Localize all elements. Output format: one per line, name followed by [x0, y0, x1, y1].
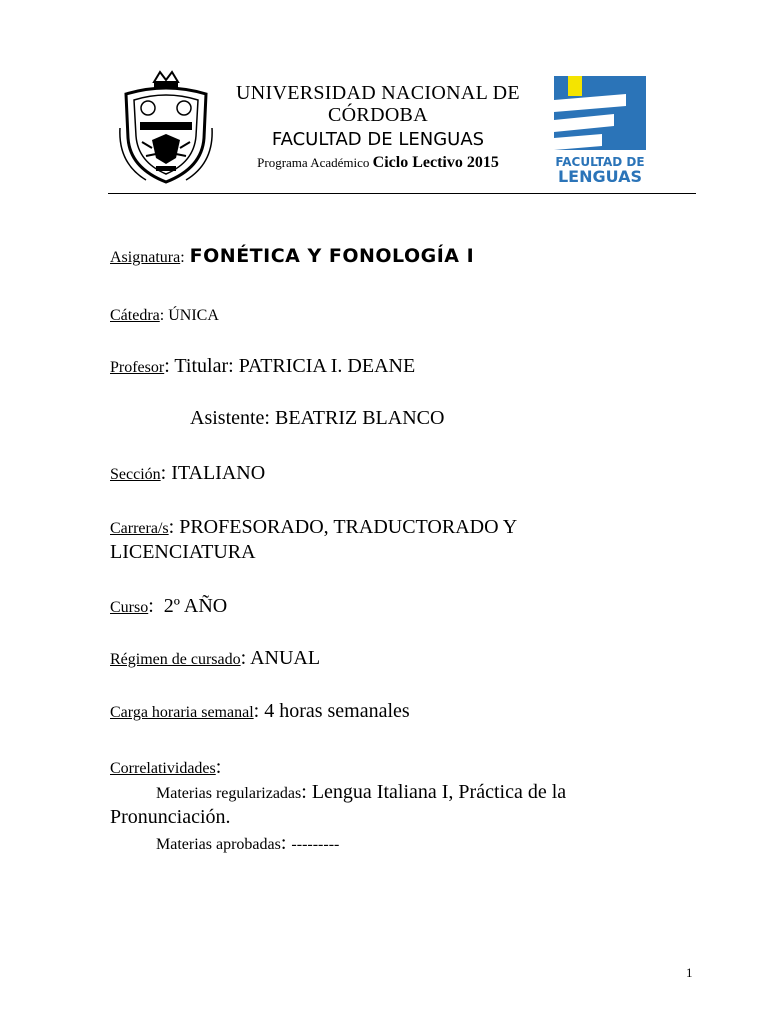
program-prefix: Programa Académico [257, 155, 370, 170]
page-number: 1 [686, 965, 693, 980]
aprobadas-value: --------- [291, 836, 340, 853]
carrera-row-continued [110, 540, 256, 564]
logo-text-line1: FACULTAD DE [555, 155, 645, 169]
catedra-value: ÚNICA [168, 307, 219, 324]
seccion-row: Sección: ITALIANO [110, 462, 266, 484]
document-header [108, 64, 696, 194]
regularizadas-row: Materias regularizadas: Lengua Italiana I, Práctica de la [156, 781, 567, 803]
carrera-value-line2: LICENCIATURA [110, 541, 256, 563]
catedra-row: Cátedra: ÚNICA [110, 307, 219, 324]
facultad-de-lenguas-logo-icon [554, 76, 646, 186]
carrera-row: Carrera/s: PROFESORADO, TRADUCTORADO Y [110, 516, 518, 538]
regimen-label: Régimen de cursado [110, 651, 241, 668]
regularizadas-label: Materias regularizadas [156, 785, 302, 802]
curso-label: Curso [110, 599, 149, 616]
aprobadas-row: Materias aprobadas: --------- [156, 832, 340, 854]
profesor-label: Profesor [110, 359, 165, 376]
header-divider [108, 193, 696, 194]
university-seal-icon [116, 68, 216, 186]
logo-text-line2: LENGUAS [557, 167, 643, 186]
program-line [218, 152, 538, 174]
profesor-row: Profesor: Titular: PATRICIA I. DEANE [110, 355, 416, 377]
carrera-label: Carrera/s [110, 520, 169, 537]
catedra-label: Cátedra [110, 307, 160, 324]
asistente-value: Asistente: BEATRIZ BLANCO [190, 407, 445, 429]
carga-value: 4 horas semanales [264, 700, 410, 722]
seccion-value: ITALIANO [171, 462, 266, 484]
aprobadas-label: Materias aprobadas [156, 836, 281, 853]
faculty-name: FACULTAD DE LENGUAS [271, 129, 485, 150]
carga-row: Carga horaria semanal: 4 horas semanales [110, 700, 410, 722]
carga-label: Carga horaria semanal [110, 704, 254, 721]
header-text-block [218, 82, 538, 174]
university-name: UNIVERSIDAD NACIONAL DE CÓRDOBA [236, 82, 520, 126]
program-year: Ciclo Lectivo 2015 [372, 154, 499, 171]
seccion-label: Sección [110, 466, 161, 483]
asignatura-row: Asignatura: FONÉTICA Y FONOLOGÍA I [110, 245, 475, 267]
correlatividades-label: Correlatividades [110, 760, 216, 777]
curso-value: 2º AÑO [163, 595, 228, 617]
titular-value: Titular: PATRICIA I. DEANE [174, 355, 416, 377]
correlatividades-row: Correlatividades: [110, 756, 222, 778]
asistente-row [190, 406, 444, 430]
regimen-row: Régimen de cursado: ANUAL [110, 647, 321, 669]
asignatura-label: Asignatura [110, 249, 181, 266]
curso-row: Curso: 2º AÑO [110, 595, 228, 617]
carrera-value-line1: PROFESORADO, TRADUCTORADO Y [179, 516, 518, 538]
regularizadas-row-continued [110, 805, 231, 829]
asignatura-value: FONÉTICA Y FONOLOGÍA I [189, 245, 475, 267]
regularizadas-value-line2: Pronunciación. [110, 806, 231, 828]
regimen-value: ANUAL [250, 647, 321, 669]
regularizadas-value-line1: Lengua Italiana I, Práctica de la [311, 781, 567, 803]
